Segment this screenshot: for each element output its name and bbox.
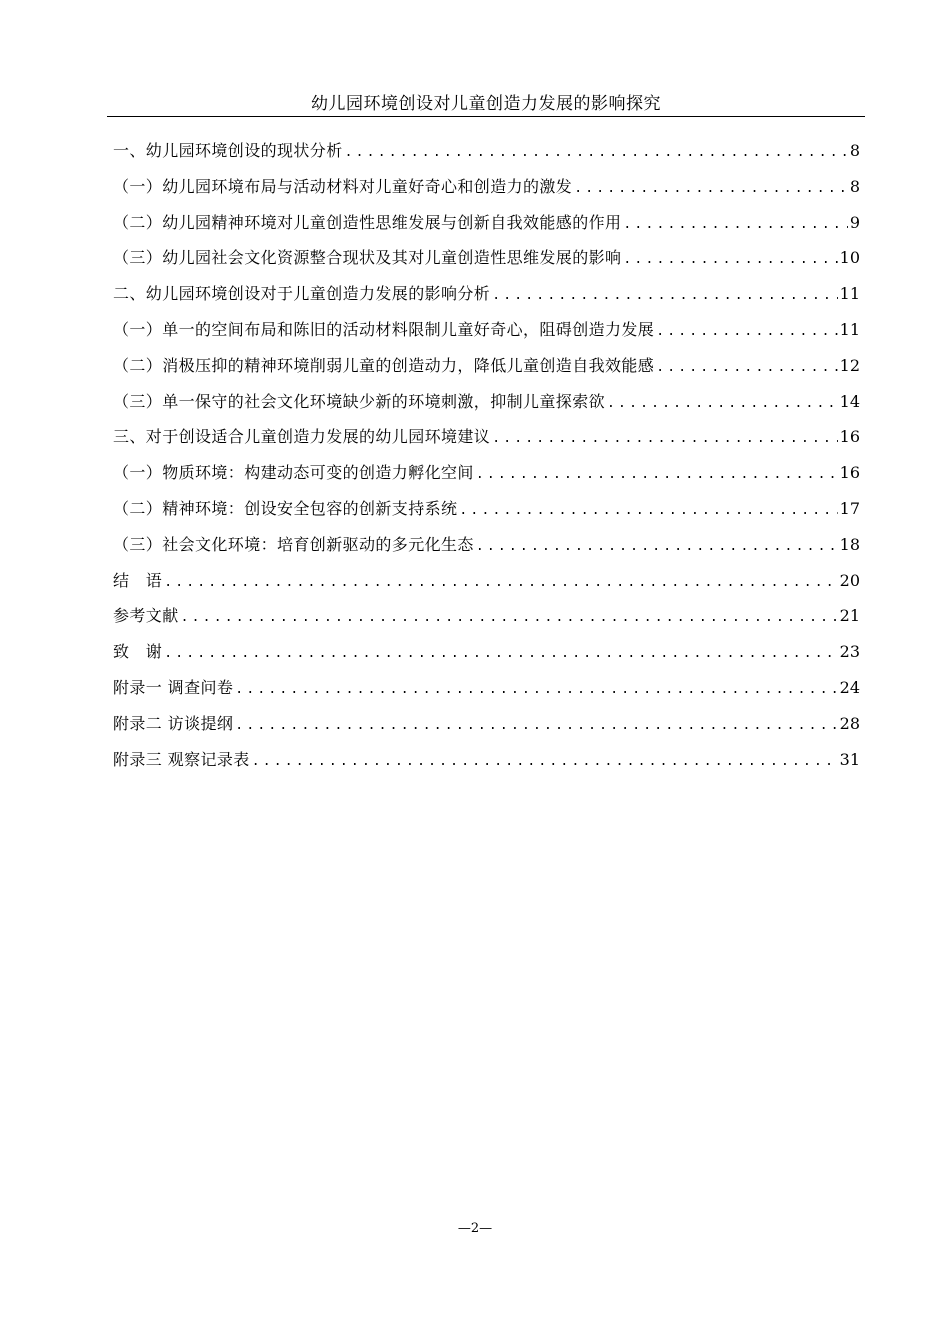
toc-entry-label: （二）幼儿园精神环境对儿童创造性思维发展与创新自我效能感的作用 (113, 212, 622, 232)
toc-entry-label: 二、幼儿园环境创设对于儿童创造力发展的影响分析 (113, 284, 491, 304)
toc-dot-leader (164, 571, 837, 595)
toc-entry-page: 11 (839, 319, 860, 339)
toc-dot-leader (656, 320, 837, 344)
toc-entry-label: 参考文献 (113, 606, 179, 626)
toc-entry[interactable] (113, 354, 860, 390)
toc-entry-page: 28 (839, 713, 860, 733)
toc-dot-leader (164, 642, 837, 666)
toc-dot-leader (181, 606, 838, 630)
toc-dot-leader (476, 463, 838, 487)
toc-entry-label: 附录三 观察记录表 (113, 749, 250, 769)
toc-dot-leader (459, 499, 837, 523)
toc-entry[interactable] (113, 533, 860, 569)
toc-entry[interactable] (113, 461, 860, 497)
toc-entry-label: 结 语 (113, 570, 163, 590)
toc-dot-leader (574, 177, 848, 201)
toc-dot-leader (607, 392, 838, 416)
toc-dot-leader (345, 141, 848, 165)
header-rule (107, 116, 865, 117)
toc-entry-label: 附录二 访谈提纲 (113, 713, 234, 733)
toc-entry-page: 8 (849, 176, 860, 196)
toc-entry-label: 三、对于创设适合儿童创造力发展的幼儿园环境建议 (113, 427, 491, 447)
toc-entry-label: 致 谢 (113, 642, 163, 662)
toc-entry[interactable] (113, 748, 860, 784)
toc-entry[interactable] (113, 175, 860, 211)
toc-entry[interactable] (113, 211, 860, 247)
page-number: —2— (457, 1221, 493, 1236)
toc-entry-label: 附录一 调查问卷 (113, 677, 234, 697)
toc-entry-label: （二）精神环境：创设安全包容的创新支持系统 (113, 498, 458, 518)
toc-entry-label: （三）幼儿园社会文化资源整合现状及其对儿童创造性思维发展的影响 (113, 248, 622, 268)
toc-entry[interactable] (113, 282, 860, 318)
toc-entry[interactable] (113, 425, 860, 461)
toc-entry[interactable] (113, 712, 860, 748)
toc-entry-label: 一、幼儿园环境创设的现状分析 (113, 141, 343, 160)
running-header: 幼儿园环境创设对儿童创造力发展的影响探究 (311, 94, 661, 114)
toc-entry-label: （一）物质环境：构建动态可变的创造力孵化空间 (113, 463, 474, 483)
toc-dot-leader (623, 213, 847, 237)
toc-entry-label: （二）消极压抑的精神环境削弱儿童的创造动力，降低儿童创造自我效能感 (113, 355, 655, 375)
toc-dot-leader (492, 427, 837, 451)
toc-entry-page: 20 (839, 570, 860, 590)
toc-entry-page: 11 (839, 284, 860, 304)
toc-entry[interactable] (113, 604, 860, 640)
toc-entry[interactable] (113, 246, 860, 282)
toc-entry-page: 12 (839, 355, 860, 375)
toc-entry[interactable] (113, 390, 860, 426)
toc-entry[interactable] (113, 569, 860, 605)
toc-entry[interactable] (113, 318, 860, 354)
toc-entry[interactable] (113, 640, 860, 676)
toc-entry-page: 31 (839, 749, 860, 769)
toc-entry-page: 9 (849, 212, 860, 232)
toc-entry-page: 17 (839, 498, 860, 518)
toc-entry-label: （一）幼儿园环境布局与活动材料对儿童好奇心和创造力的激发 (113, 176, 573, 196)
toc-entry-page: 24 (839, 677, 860, 697)
toc-entry-page: 21 (839, 606, 860, 626)
toc-dot-leader (235, 714, 837, 738)
toc-entry-page: 16 (839, 463, 860, 483)
toc-entry-page: 23 (839, 642, 860, 662)
toc-entry-page: 14 (839, 391, 860, 411)
toc-entry-page: 18 (839, 534, 860, 554)
toc-entry[interactable] (113, 497, 860, 533)
toc-entry[interactable] (113, 139, 860, 175)
toc-dot-leader (235, 678, 837, 702)
toc-entry-label: （一）单一的空间布局和陈旧的活动材料限制儿童好奇心，阻碍创造力发展 (113, 319, 655, 339)
table-of-contents (113, 139, 860, 783)
toc-entry-page: 10 (839, 248, 860, 268)
toc-entry[interactable] (113, 676, 860, 712)
toc-dot-leader (252, 750, 838, 774)
toc-dot-leader (492, 284, 837, 308)
toc-entry-label: （三）单一保守的社会文化环境缺少新的环境刺激，抑制儿童探索欲 (113, 391, 606, 411)
toc-dot-leader (476, 535, 838, 559)
toc-entry-label: （三）社会文化环境：培育创新驱动的多元化生态 (113, 534, 474, 554)
toc-dot-leader (623, 248, 837, 272)
toc-dot-leader (656, 356, 837, 380)
toc-entry-page: 8 (849, 141, 860, 160)
toc-entry-page: 16 (839, 427, 860, 447)
